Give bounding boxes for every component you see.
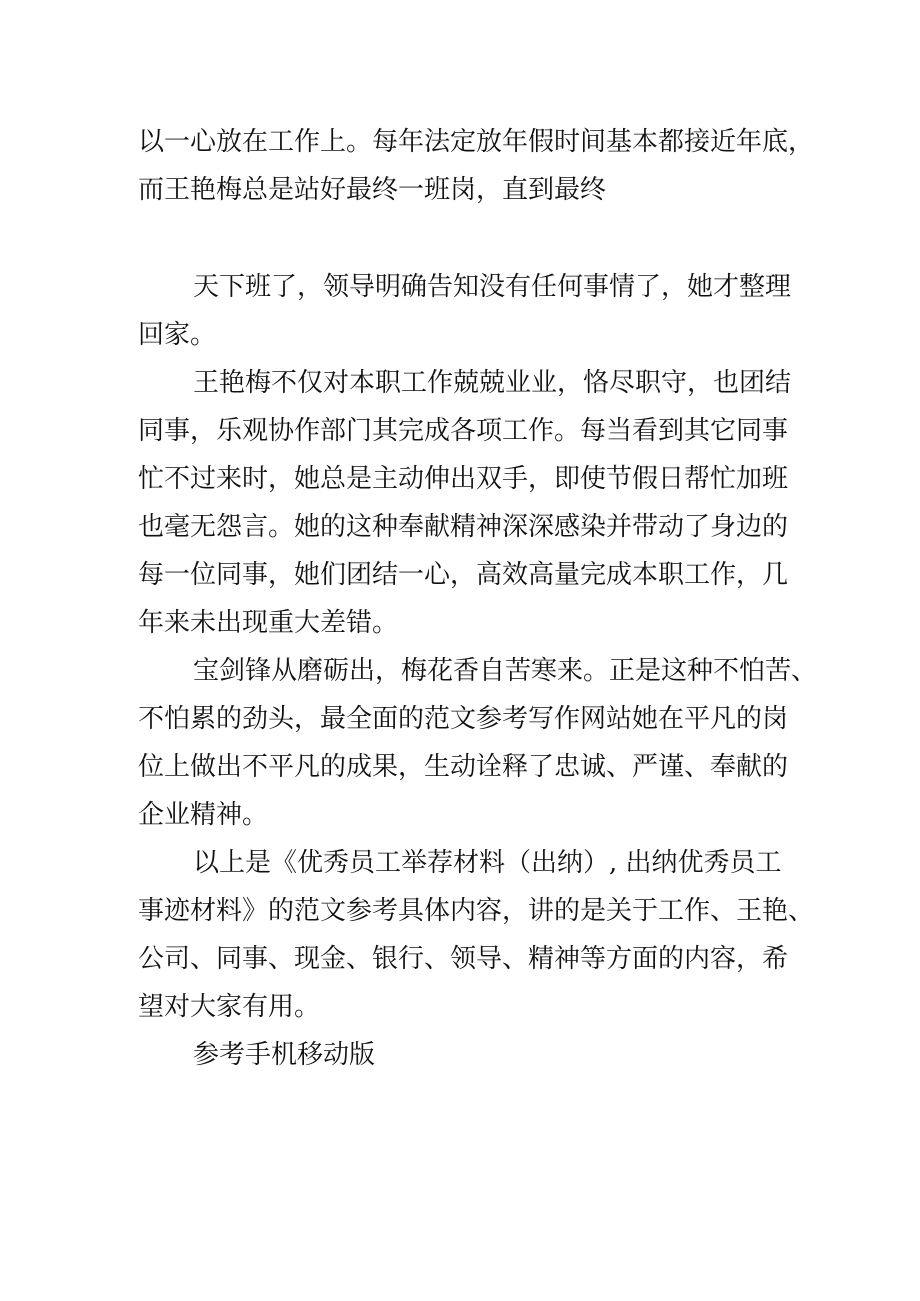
- text-line: 公司、同事、现金、银行、领导、精神等方面的内容，希: [138, 944, 789, 974]
- paragraph-mobile-version: [138, 1031, 814, 1079]
- text-line: 望对大家有用。: [138, 992, 321, 1022]
- text-line: 也毫无怨言。她的这种奉献精神深深感染并带动了身边的: [138, 512, 789, 542]
- text-line: 事迹材料》的范文参考具体内容，讲的是关于工作、王艳、: [138, 896, 815, 926]
- text-line: 不怕累的劲头，最全面的范文参考写作网站她在平凡的岗: [138, 704, 789, 734]
- text-line: 企业精神。: [138, 800, 269, 830]
- text-line: 而王艳梅总是站好最终一班岗，直到最终: [138, 175, 607, 205]
- paragraph-teamwork: [138, 359, 814, 647]
- paragraph-leave-office: [138, 263, 814, 359]
- text-line: 宝剑锋从磨砺出，梅花香自苦寒来。正是这种不怕苦、: [193, 656, 818, 686]
- text-line: 位上做出不平凡的成果，生动诠释了忠诚、严谨、奉献的: [138, 752, 789, 782]
- text-line: 以一心放在工作上。每年法定放年假时间基本都接近年底，: [138, 127, 815, 157]
- text-line: 回家。: [138, 320, 217, 350]
- paragraph-continuation: [138, 118, 814, 214]
- document-body: [138, 263, 818, 1079]
- text-line: 每一位同事，她们团结一心，高效高量完成本职工作，几: [138, 560, 789, 590]
- text-line: 忙不过来时，她总是主动伸出双手，即使节假日帮忙加班: [138, 464, 789, 494]
- paragraph-spirit: [138, 647, 818, 839]
- text-line: 年来未出现重大差错。: [138, 608, 399, 638]
- text-line: 以上是《优秀员工举荐材料（出纳）, 出纳优秀员工: [193, 848, 782, 878]
- text-line: 王艳梅不仅对本职工作兢兢业业，恪尽职守，也团结: [193, 368, 792, 398]
- text-line: 天下班了，领导明确告知没有任何事情了，她才整理: [193, 272, 792, 302]
- text-line: 同事，乐观协作部门其完成各项工作。每当看到其它同事: [138, 416, 789, 446]
- mobile-version-text: 参考手机移动版: [193, 1040, 376, 1070]
- paragraph-summary: [138, 839, 814, 1031]
